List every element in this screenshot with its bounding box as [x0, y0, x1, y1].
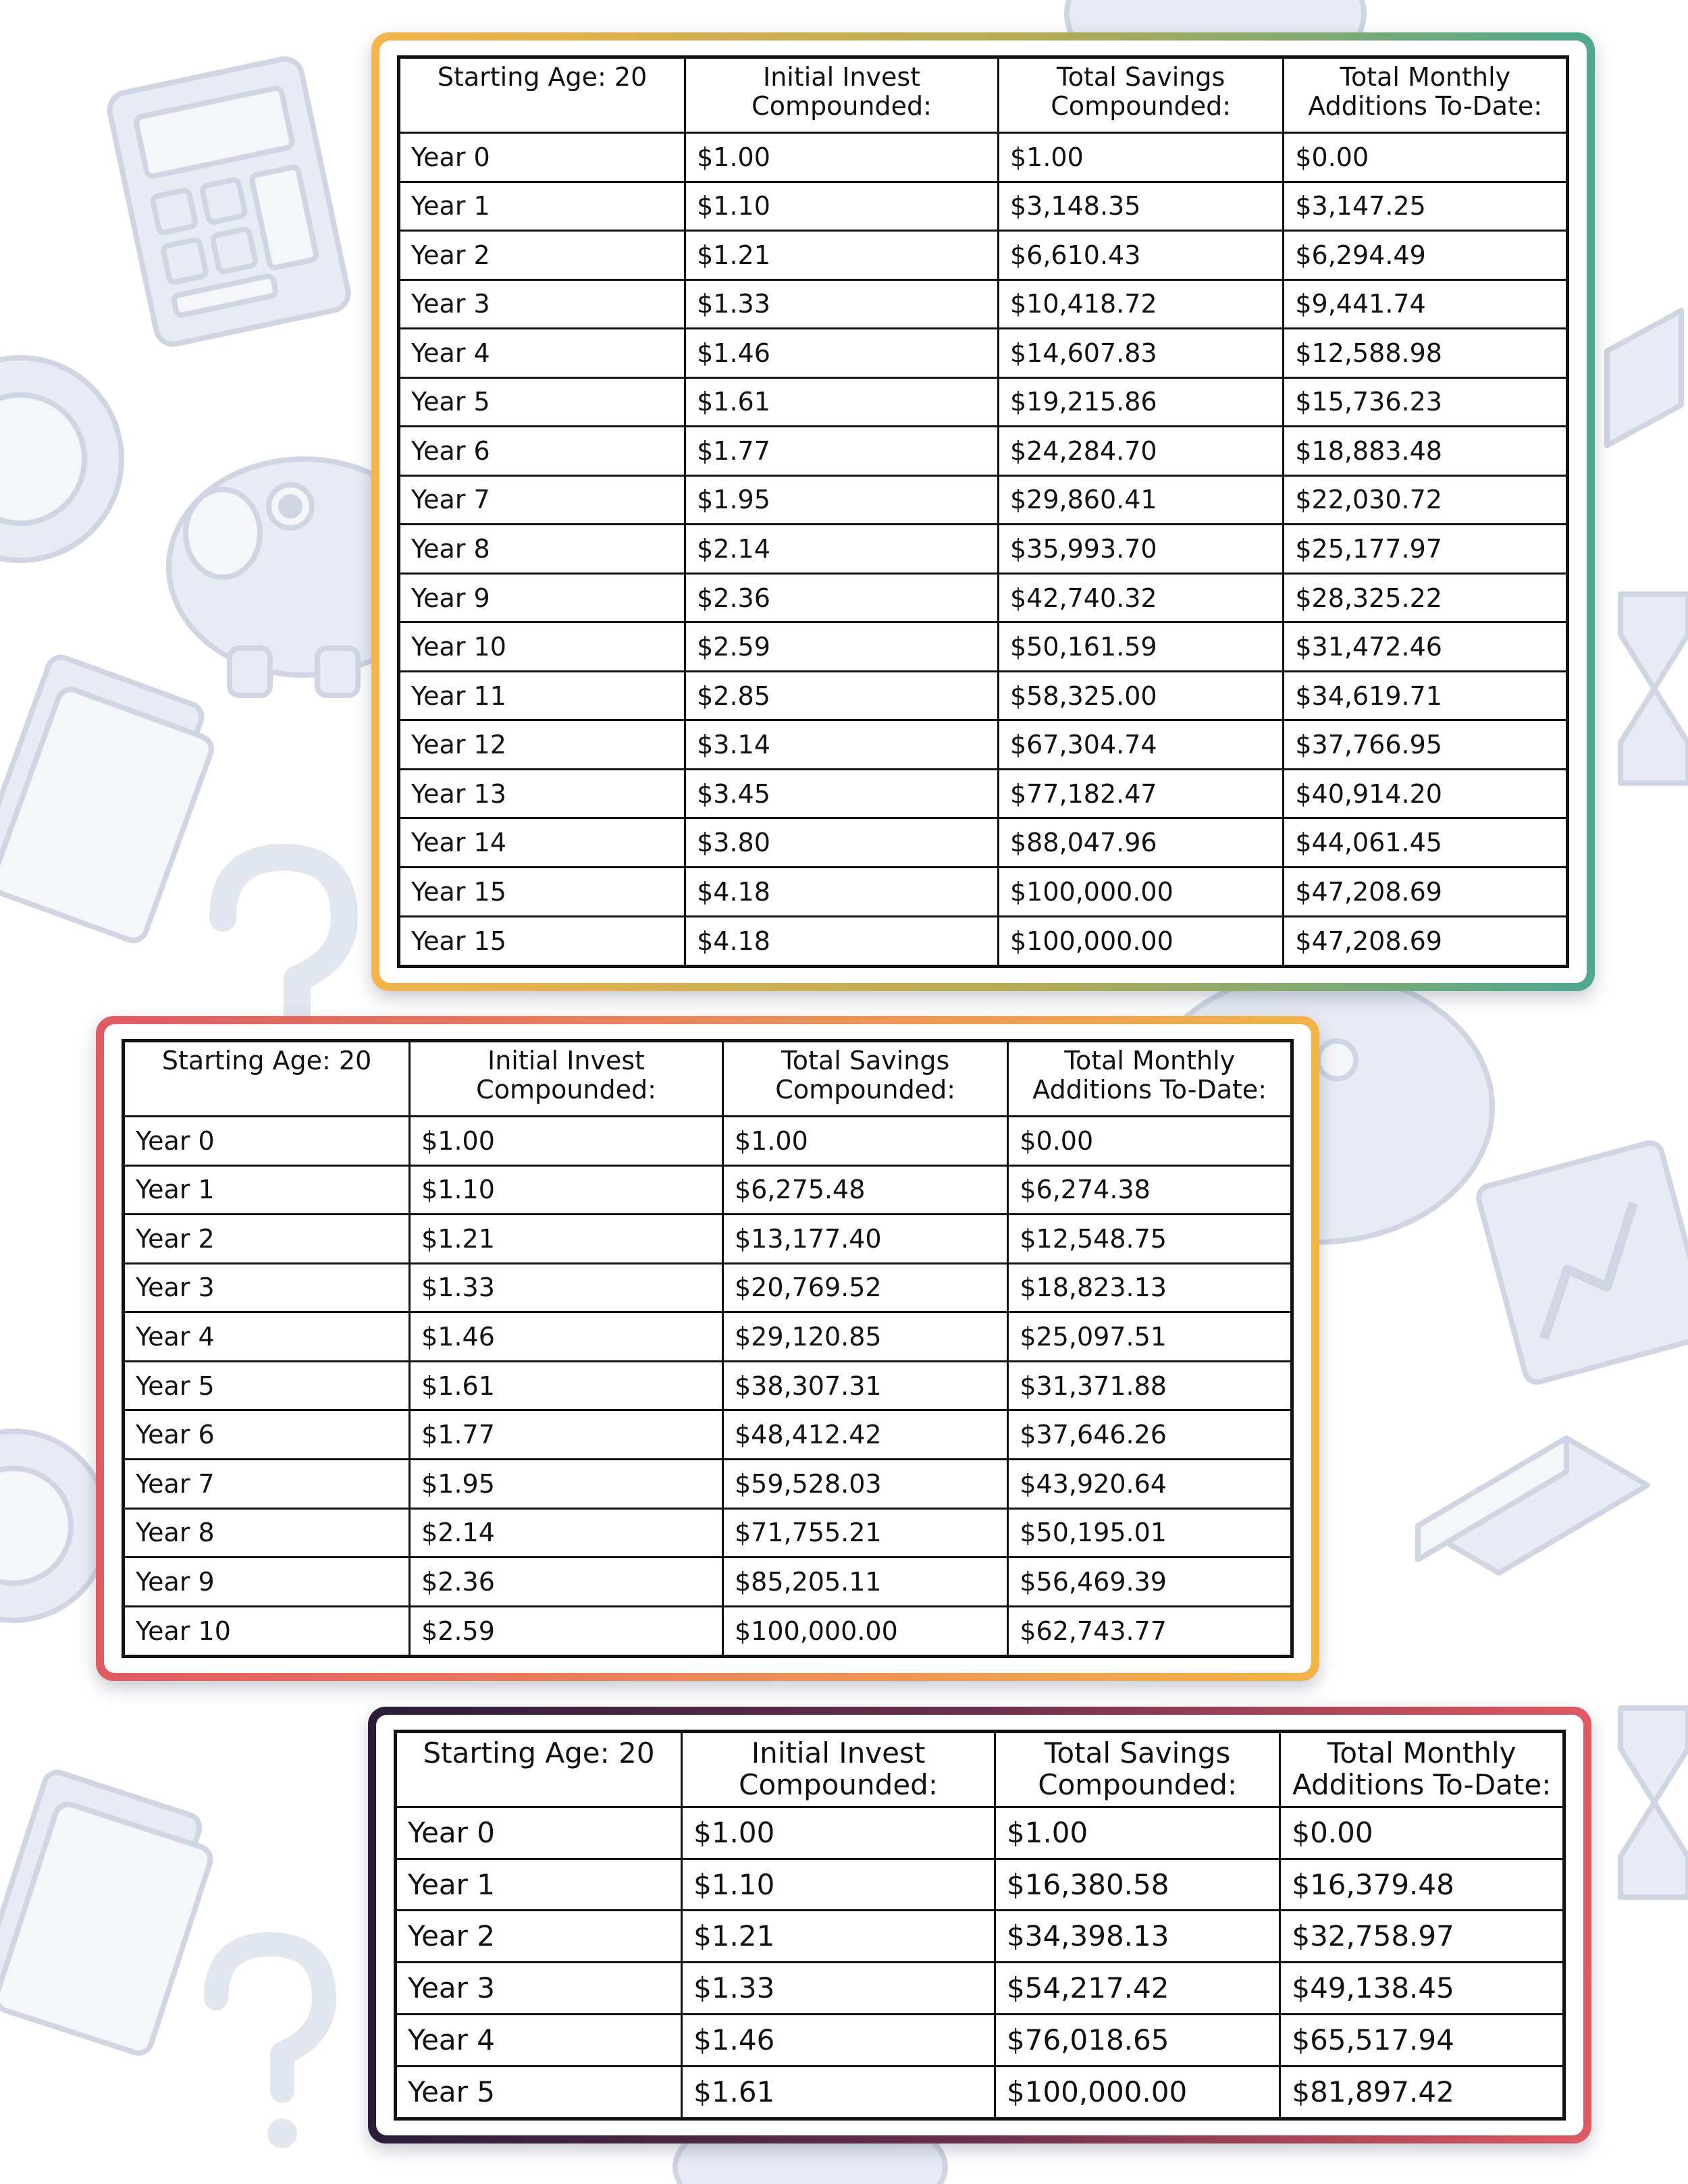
chart-board-icon — [1476, 1140, 1688, 1385]
monthly-additions-cell: $37,766.95 — [1284, 720, 1568, 770]
table-row — [399, 720, 1568, 770]
total-savings-cell: $1.00 — [723, 1117, 1008, 1166]
header-starting-age: Starting Age: 20 — [396, 1732, 682, 1807]
monthly-additions-cell: $15,736.23 — [1284, 377, 1568, 427]
initial-invest-cell: $1.46 — [685, 329, 999, 378]
total-savings-cell: $42,740.32 — [999, 573, 1284, 622]
year-cell: Year 3 — [396, 1963, 682, 2015]
table-row — [124, 1508, 1292, 1557]
year-cell: Year 8 — [124, 1508, 410, 1557]
table-row — [124, 1215, 1292, 1264]
monthly-additions-cell: $31,472.46 — [1284, 622, 1568, 672]
total-savings-cell: $16,380.58 — [995, 1859, 1280, 1911]
initial-invest-cell: $3.45 — [685, 769, 999, 818]
monthly-additions-cell: $56,469.39 — [1008, 1557, 1292, 1607]
total-savings-cell: $19,215.86 — [999, 377, 1284, 427]
table-row — [399, 818, 1568, 868]
header-row — [399, 57, 1568, 133]
initial-invest-cell: $1.21 — [682, 1911, 995, 1963]
table-row — [396, 1859, 1564, 1911]
year-cell: Year 4 — [124, 1312, 410, 1362]
initial-invest-cell: $1.21 — [685, 231, 999, 280]
year-cell: Year 10 — [124, 1606, 410, 1656]
table-row — [399, 427, 1568, 476]
table-row — [399, 525, 1568, 574]
table-row — [399, 769, 1568, 818]
monthly-additions-cell: $22,030.72 — [1284, 475, 1568, 525]
year-cell: Year 4 — [396, 2014, 682, 2066]
monthly-additions-cell: $25,097.51 — [1008, 1312, 1292, 1362]
table-row — [124, 1312, 1292, 1362]
total-savings-cell: $85,205.11 — [723, 1557, 1008, 1607]
initial-invest-cell: $3.14 — [685, 720, 999, 770]
initial-invest-cell: $1.61 — [685, 377, 999, 427]
year-cell: Year 5 — [399, 377, 685, 427]
year-cell: Year 15 — [399, 916, 685, 967]
total-savings-cell: $14,607.83 — [999, 329, 1284, 378]
total-savings-cell: $54,217.42 — [995, 1963, 1280, 2015]
year-cell: Year 1 — [124, 1165, 410, 1215]
monthly-additions-cell: $43,920.64 — [1008, 1459, 1292, 1508]
initial-invest-cell: $2.36 — [410, 1557, 723, 1607]
table-row — [399, 329, 1568, 378]
savings-table — [397, 55, 1569, 968]
initial-invest-cell: $1.10 — [410, 1165, 723, 1215]
total-savings-cell: $24,284.70 — [999, 427, 1284, 476]
header-total-savings: Total Savings Compounded: — [995, 1732, 1280, 1807]
total-savings-cell: $6,610.43 — [999, 231, 1284, 280]
monthly-additions-cell: $47,208.69 — [1284, 916, 1568, 967]
initial-invest-cell: $1.00 — [685, 133, 999, 182]
initial-invest-cell: $1.95 — [410, 1459, 723, 1508]
total-savings-cell: $67,304.74 — [999, 720, 1284, 770]
year-cell: Year 5 — [124, 1361, 410, 1410]
header-total-savings: Total Savings Compounded: — [723, 1041, 1008, 1117]
monthly-additions-cell: $28,325.22 — [1284, 573, 1568, 622]
initial-invest-cell: $1.77 — [410, 1410, 723, 1460]
total-savings-cell: $100,000.00 — [723, 1606, 1008, 1656]
monthly-additions-cell: $0.00 — [1280, 1807, 1564, 1859]
total-savings-cell: $29,860.41 — [999, 475, 1284, 525]
table-row — [124, 1410, 1292, 1460]
year-cell: Year 8 — [399, 525, 685, 574]
initial-invest-cell: $1.46 — [682, 2014, 995, 2066]
initial-invest-cell: $1.10 — [685, 182, 999, 231]
hourglass-icon — [1620, 594, 1688, 783]
year-cell: Year 5 — [396, 2066, 682, 2119]
monthly-additions-cell: $81,897.42 — [1280, 2066, 1564, 2119]
savings-table-card-1 — [371, 32, 1595, 991]
year-cell: Year 3 — [124, 1263, 410, 1312]
monthly-additions-cell: $49,138.45 — [1280, 1963, 1564, 2015]
year-cell: Year 15 — [399, 867, 685, 916]
table-row — [124, 1606, 1292, 1656]
savings-table-card-3 — [368, 1707, 1591, 2143]
initial-invest-cell: $4.18 — [685, 867, 999, 916]
monthly-additions-cell: $32,758.97 — [1280, 1911, 1564, 1963]
table-row — [124, 1263, 1292, 1312]
table-row — [396, 2066, 1564, 2119]
total-savings-cell: $35,993.70 — [999, 525, 1284, 574]
initial-invest-cell: $1.33 — [682, 1963, 995, 2015]
initial-invest-cell: $1.77 — [685, 427, 999, 476]
monthly-additions-cell: $12,588.98 — [1284, 329, 1568, 378]
year-cell: Year 2 — [399, 231, 685, 280]
header-row — [124, 1041, 1292, 1117]
monthly-additions-cell: $44,061.45 — [1284, 818, 1568, 868]
year-cell: Year 11 — [399, 671, 685, 720]
year-cell: Year 1 — [396, 1859, 682, 1911]
total-savings-cell: $59,528.03 — [723, 1459, 1008, 1508]
year-cell: Year 7 — [124, 1459, 410, 1508]
header-initial-invest: Initial Invest Compounded: — [410, 1041, 723, 1117]
table-panel — [376, 1715, 1583, 2135]
table-row — [399, 916, 1568, 967]
initial-invest-cell: $1.10 — [682, 1859, 995, 1911]
table-row — [399, 231, 1568, 280]
initial-invest-cell: $1.00 — [682, 1807, 995, 1859]
table-row — [124, 1557, 1292, 1607]
total-savings-cell: $100,000.00 — [995, 2066, 1280, 2119]
monthly-additions-cell: $16,379.48 — [1280, 1859, 1564, 1911]
money-bill-icon — [0, 654, 224, 944]
total-savings-cell: $34,398.13 — [995, 1911, 1280, 1963]
initial-invest-cell: $2.36 — [685, 573, 999, 622]
hourglass-icon — [1620, 1708, 1688, 1897]
table-row — [124, 1361, 1292, 1410]
monthly-additions-cell: $31,371.88 — [1008, 1361, 1292, 1410]
table-panel — [379, 41, 1587, 983]
year-cell: Year 3 — [399, 279, 685, 329]
savings-table — [122, 1039, 1294, 1658]
total-savings-cell: $13,177.40 — [723, 1215, 1008, 1264]
table-row — [399, 182, 1568, 231]
header-initial-invest: Initial Invest Compounded: — [682, 1732, 995, 1807]
gold-bars-icon — [1418, 1438, 1647, 1573]
table-row — [399, 133, 1568, 182]
year-cell: Year 6 — [124, 1410, 410, 1460]
initial-invest-cell: $2.85 — [685, 671, 999, 720]
initial-invest-cell: $2.59 — [685, 622, 999, 672]
coin-icon — [0, 1431, 108, 1620]
total-savings-cell: $77,182.47 — [999, 769, 1284, 818]
initial-invest-cell: $3.80 — [685, 818, 999, 868]
year-cell: Year 7 — [399, 475, 685, 525]
table-row — [124, 1459, 1292, 1508]
monthly-additions-cell: $0.00 — [1284, 133, 1568, 182]
year-cell: Year 1 — [399, 182, 685, 231]
calculator-icon — [107, 56, 352, 348]
table-row — [399, 377, 1568, 427]
total-savings-cell: $50,161.59 — [999, 622, 1284, 672]
total-savings-cell: $48,412.42 — [723, 1410, 1008, 1460]
total-savings-cell: $29,120.85 — [723, 1312, 1008, 1362]
initial-invest-cell: $1.33 — [410, 1263, 723, 1312]
initial-invest-cell: $2.14 — [685, 525, 999, 574]
total-savings-cell: $38,307.31 — [723, 1361, 1008, 1410]
total-savings-cell: $88,047.96 — [999, 818, 1284, 868]
table-row — [396, 1807, 1564, 1859]
monthly-additions-cell: $47,208.69 — [1284, 867, 1568, 916]
total-savings-cell: $10,418.72 — [999, 279, 1284, 329]
initial-invest-cell: $2.14 — [410, 1508, 723, 1557]
total-savings-cell: $1.00 — [999, 133, 1284, 182]
gold-bars-icon — [1607, 311, 1681, 446]
table-row — [396, 1911, 1564, 1963]
question-mark-icon — [216, 1944, 324, 2148]
initial-invest-cell: $1.61 — [410, 1361, 723, 1410]
monthly-additions-cell: $65,517.94 — [1280, 2014, 1564, 2066]
initial-invest-cell: $1.21 — [410, 1215, 723, 1264]
total-savings-cell: $76,018.65 — [995, 2014, 1280, 2066]
monthly-additions-cell: $25,177.97 — [1284, 525, 1568, 574]
monthly-additions-cell: $37,646.26 — [1008, 1410, 1292, 1460]
total-savings-cell: $3,148.35 — [999, 182, 1284, 231]
year-cell: Year 2 — [396, 1911, 682, 1963]
header-monthly-additions: Total Monthly Additions To-Date: — [1280, 1732, 1564, 1807]
year-cell: Year 0 — [399, 133, 685, 182]
initial-invest-cell: $1.95 — [685, 475, 999, 525]
table-row — [396, 1963, 1564, 2015]
header-starting-age: Starting Age: 20 — [399, 57, 685, 133]
monthly-additions-cell: $6,294.49 — [1284, 231, 1568, 280]
table-row — [399, 475, 1568, 525]
year-cell: Year 10 — [399, 622, 685, 672]
initial-invest-cell: $4.18 — [685, 916, 999, 967]
year-cell: Year 6 — [399, 427, 685, 476]
header-initial-invest: Initial Invest Compounded: — [685, 57, 999, 133]
monthly-additions-cell: $3,147.25 — [1284, 182, 1568, 231]
savings-table — [394, 1730, 1566, 2121]
year-cell: Year 4 — [399, 329, 685, 378]
total-savings-cell: $100,000.00 — [999, 916, 1284, 967]
table-row — [399, 279, 1568, 329]
initial-invest-cell: $1.61 — [682, 2066, 995, 2119]
table-row — [124, 1165, 1292, 1215]
header-starting-age: Starting Age: 20 — [124, 1041, 410, 1117]
monthly-additions-cell: $12,548.75 — [1008, 1215, 1292, 1264]
monthly-additions-cell: $9,441.74 — [1284, 279, 1568, 329]
table-row — [399, 622, 1568, 672]
table-row — [396, 2014, 1564, 2066]
total-savings-cell: $58,325.00 — [999, 671, 1284, 720]
total-savings-cell: $71,755.21 — [723, 1508, 1008, 1557]
monthly-additions-cell: $18,823.13 — [1008, 1263, 1292, 1312]
header-total-savings: Total Savings Compounded: — [999, 57, 1284, 133]
total-savings-cell: $6,275.48 — [723, 1165, 1008, 1215]
header-row — [396, 1732, 1564, 1807]
total-savings-cell: $20,769.52 — [723, 1263, 1008, 1312]
table-row — [124, 1117, 1292, 1166]
monthly-additions-cell: $6,274.38 — [1008, 1165, 1292, 1215]
initial-invest-cell: $1.46 — [410, 1312, 723, 1362]
monthly-additions-cell: $40,914.20 — [1284, 769, 1568, 818]
header-monthly-additions: Total Monthly Additions To-Date: — [1008, 1041, 1292, 1117]
year-cell: Year 2 — [124, 1215, 410, 1264]
year-cell: Year 0 — [396, 1807, 682, 1859]
table-row — [399, 671, 1568, 720]
initial-invest-cell: $1.00 — [410, 1117, 723, 1166]
savings-table-card-2 — [96, 1016, 1319, 1681]
monthly-additions-cell: $34,619.71 — [1284, 671, 1568, 720]
coin-icon — [0, 358, 122, 560]
monthly-additions-cell: $50,195.01 — [1008, 1508, 1292, 1557]
money-bill-icon — [0, 1769, 222, 2056]
monthly-additions-cell: $0.00 — [1008, 1117, 1292, 1166]
total-savings-cell: $1.00 — [995, 1807, 1280, 1859]
year-cell: Year 14 — [399, 818, 685, 868]
total-savings-cell: $100,000.00 — [999, 867, 1284, 916]
year-cell: Year 9 — [124, 1557, 410, 1607]
year-cell: Year 12 — [399, 720, 685, 770]
monthly-additions-cell: $62,743.77 — [1008, 1606, 1292, 1656]
monthly-additions-cell: $18,883.48 — [1284, 427, 1568, 476]
table-row — [399, 867, 1568, 916]
table-panel — [104, 1024, 1311, 1673]
initial-invest-cell: $2.59 — [410, 1606, 723, 1656]
initial-invest-cell: $1.33 — [685, 279, 999, 329]
year-cell: Year 0 — [124, 1117, 410, 1166]
year-cell: Year 13 — [399, 769, 685, 818]
table-row — [399, 573, 1568, 622]
year-cell: Year 9 — [399, 573, 685, 622]
header-monthly-additions: Total Monthly Additions To-Date: — [1284, 57, 1568, 133]
